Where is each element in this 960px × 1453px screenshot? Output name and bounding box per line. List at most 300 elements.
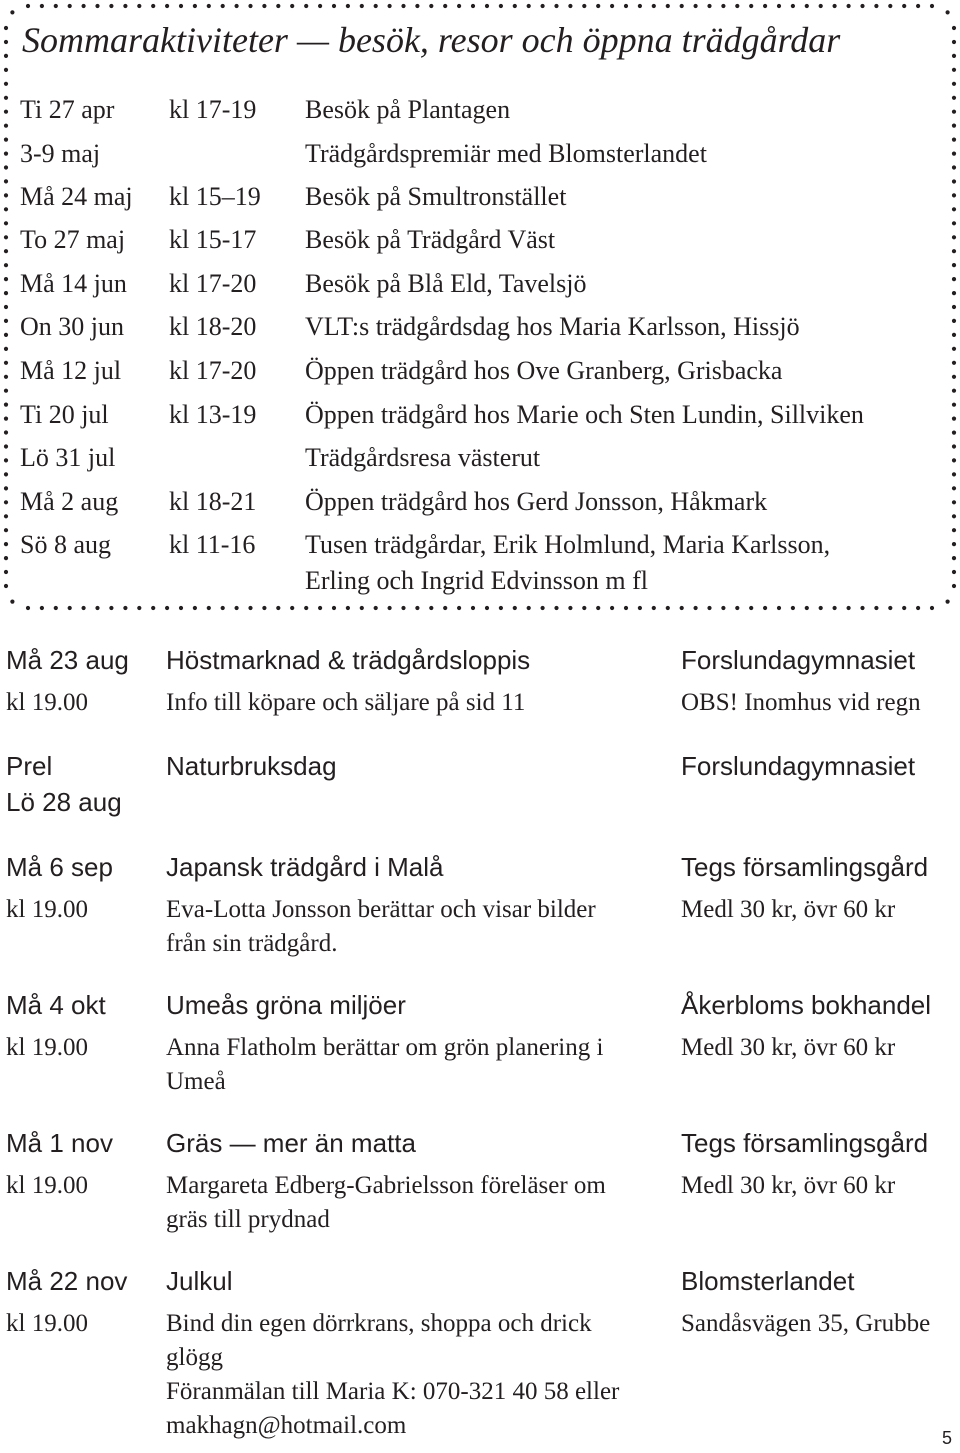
border-dot <box>304 606 308 610</box>
event-description-line: gräs till prydnad <box>166 1206 330 1233</box>
border-dot <box>179 4 183 8</box>
border-dot <box>805 606 809 610</box>
border-dot <box>151 4 155 8</box>
event-title: Naturbruksdag <box>166 751 337 781</box>
border-dot <box>777 606 781 610</box>
border-dot <box>554 606 558 610</box>
schedule-day: To 27 maj <box>20 225 126 254</box>
border-dot <box>471 606 475 610</box>
schedule-day: Må 24 maj <box>20 182 133 211</box>
border-dot <box>4 82 8 86</box>
border-dot <box>82 606 86 610</box>
event-date: Må 22 nov <box>6 1266 128 1296</box>
border-dot <box>952 235 956 239</box>
border-dot <box>4 500 8 504</box>
event-title: Gräs — mer än matta <box>166 1128 416 1158</box>
border-dot <box>952 417 956 421</box>
event-note: OBS! Inomhus vid regn <box>681 689 921 716</box>
event-time: kl 19.00 <box>6 1034 88 1061</box>
border-dot <box>429 4 433 8</box>
border-dot <box>290 606 294 610</box>
border-dot <box>860 4 864 8</box>
border-dot <box>4 305 8 309</box>
event-header <box>0 847 960 887</box>
border-dot <box>4 235 8 239</box>
border-dot <box>952 291 956 295</box>
border-dot <box>749 4 753 8</box>
border-dot <box>179 606 183 610</box>
border-dot <box>304 4 308 8</box>
border-dot <box>235 606 239 610</box>
border-dot <box>902 4 906 8</box>
border-dot <box>374 4 378 8</box>
box-title: Sommaraktiviteter — besök, resor och öppna trädgårdar <box>22 20 841 60</box>
border-dot <box>429 606 433 610</box>
page-number: 5 <box>941 1428 952 1448</box>
border-dot <box>415 4 419 8</box>
border-dot <box>952 305 956 309</box>
border-dot <box>401 606 405 610</box>
border-dot <box>527 4 531 8</box>
border-dot <box>360 606 364 610</box>
schedule-event: Tusen trädgårdar, Erik Holmlund, Maria Karlsson, <box>305 530 831 559</box>
schedule-time: kl 17-19 <box>169 95 257 124</box>
border-dot <box>819 606 823 610</box>
border-dot <box>109 606 113 610</box>
border-dot <box>952 138 956 142</box>
border-dot <box>721 606 725 610</box>
event-description-line: från sin trädgård. <box>166 930 338 957</box>
event-detail <box>0 686 960 726</box>
event-venue: Forslundagymnasiet <box>681 645 916 675</box>
border-dot <box>952 347 956 351</box>
event-header <box>0 746 960 786</box>
border-dot <box>471 4 475 8</box>
border-dot <box>10 600 14 604</box>
border-dot <box>4 514 8 518</box>
border-dot <box>610 4 614 8</box>
schedule-time: kl 15-17 <box>169 225 257 254</box>
event-description: Margareta Edberg-Gabrielsson föreläser om <box>166 1172 606 1199</box>
schedule-event: Trädgårdspremiär med Blomsterlandet <box>305 139 707 168</box>
border-dot <box>415 606 419 610</box>
border-dot <box>541 4 545 8</box>
border-dot <box>952 570 956 574</box>
border-dot <box>4 347 8 351</box>
event-description-line: makhagn@hotmail.com <box>166 1412 407 1439</box>
schedule-day: On 30 jun <box>20 312 124 341</box>
event-time: kl 19.00 <box>6 1172 88 1199</box>
schedule-time: kl 15–19 <box>169 182 261 211</box>
border-dot <box>952 263 956 267</box>
border-dot <box>777 4 781 8</box>
event-date-line2: Lö 28 aug <box>6 787 122 817</box>
border-dot <box>694 606 698 610</box>
border-dot <box>952 40 956 44</box>
event-detail-continued <box>0 1409 960 1449</box>
border-dot <box>952 110 956 114</box>
border-dot <box>952 403 956 407</box>
border-dot <box>952 319 956 323</box>
event-date: Prel <box>6 751 53 781</box>
schedule-event: Öppen trädgård hos Ove Granberg, Grisbacka <box>305 356 783 385</box>
event-time: kl 19.00 <box>6 689 88 716</box>
event-venue: Tegs församlingsgård <box>681 852 929 882</box>
border-dot <box>952 96 956 100</box>
border-dot <box>930 4 934 8</box>
border-dot <box>847 4 851 8</box>
border-dot <box>916 606 920 610</box>
border-dot <box>165 4 169 8</box>
border-dot <box>582 606 586 610</box>
border-dot <box>952 584 956 588</box>
border-dot <box>952 472 956 476</box>
border-dot <box>952 249 956 253</box>
border-dot <box>666 606 670 610</box>
border-dot <box>4 26 8 30</box>
border-dot <box>26 4 30 8</box>
border-dot <box>952 556 956 560</box>
border-dot <box>952 486 956 490</box>
border-dot <box>596 606 600 610</box>
border-dot <box>888 4 892 8</box>
border-dot <box>290 4 294 8</box>
border-dot <box>207 606 211 610</box>
border-dot <box>582 4 586 8</box>
border-dot <box>874 606 878 610</box>
border-dot <box>638 4 642 8</box>
border-dot <box>499 4 503 8</box>
border-dot <box>443 606 447 610</box>
schedule-day: 3-9 maj <box>20 139 101 168</box>
border-dot <box>165 606 169 610</box>
event-description: Bind din egen dörrkrans, shoppa och drick <box>166 1310 592 1337</box>
border-dot <box>847 606 851 610</box>
border-dot <box>276 606 280 610</box>
border-dot <box>4 291 8 295</box>
schedule-day: Ti 27 apr <box>20 95 115 124</box>
border-dot <box>791 606 795 610</box>
border-dot <box>137 606 141 610</box>
border-dot <box>4 486 8 490</box>
event-title: Japansk trädgård i Malå <box>166 852 444 882</box>
schedule-event: Besök på Smultronstället <box>305 182 567 211</box>
border-dot <box>902 606 906 610</box>
border-dot <box>624 606 628 610</box>
border-dot <box>221 4 225 8</box>
border-dot <box>262 606 266 610</box>
border-dot <box>4 110 8 114</box>
border-dot <box>109 4 113 8</box>
schedule-day: Må 12 jul <box>20 356 122 385</box>
border-dot <box>4 138 8 142</box>
border-dot <box>624 4 628 8</box>
border-dot <box>952 54 956 58</box>
border-dot <box>235 4 239 8</box>
schedule-event-line2: Erling och Ingrid Edvinsson m fl <box>305 566 649 595</box>
border-dot <box>332 606 336 610</box>
border-dot <box>763 606 767 610</box>
event-note: Medl 30 kr, övr 60 kr <box>681 1172 896 1199</box>
border-dot <box>952 431 956 435</box>
border-dot <box>952 193 956 197</box>
border-dot <box>207 4 211 8</box>
border-dot <box>952 389 956 393</box>
border-dot <box>4 584 8 588</box>
border-dot <box>4 361 8 365</box>
event-note: Sandåsvägen 35, Grubbe <box>681 1310 931 1337</box>
border-dot <box>4 417 8 421</box>
event-time: kl 19.00 <box>6 1310 88 1337</box>
border-dot <box>952 152 956 156</box>
event-date: Må 23 aug <box>6 645 129 675</box>
border-dot <box>4 528 8 532</box>
border-dot <box>952 542 956 546</box>
border-dot <box>276 4 280 8</box>
border-dot <box>946 10 950 14</box>
border-dot <box>952 277 956 281</box>
border-dot <box>360 4 364 8</box>
border-dot <box>874 4 878 8</box>
border-dot <box>735 606 739 610</box>
border-dot <box>749 606 753 610</box>
event-venue: Tegs församlingsgård <box>681 1128 929 1158</box>
event-date: Må 1 nov <box>6 1128 113 1158</box>
border-dot <box>4 54 8 58</box>
schedule-time: kl 18-21 <box>169 487 257 516</box>
border-dot <box>952 82 956 86</box>
schedule-event: VLT:s trädgårdsdag hos Maria Karlsson, Hissjö <box>305 312 800 341</box>
border-dot <box>332 4 336 8</box>
border-dot <box>721 4 725 8</box>
schedule-time: kl 11-16 <box>169 530 256 559</box>
border-dot <box>4 277 8 281</box>
border-dot <box>4 96 8 100</box>
border-dot <box>707 606 711 610</box>
border-dot <box>554 4 558 8</box>
border-dot <box>952 333 956 337</box>
border-dot <box>952 179 956 183</box>
event-venue: Forslundagymnasiet <box>681 751 916 781</box>
event-header <box>0 1123 960 1163</box>
border-dot <box>541 606 545 610</box>
border-dot <box>4 179 8 183</box>
border-dot <box>193 4 197 8</box>
border-dot <box>805 4 809 8</box>
event-detail-continued <box>0 1203 960 1243</box>
border-dot <box>485 4 489 8</box>
border-dot <box>4 165 8 169</box>
border-dot <box>791 4 795 8</box>
border-dot <box>680 606 684 610</box>
border-dot <box>40 4 44 8</box>
border-dot <box>4 40 8 44</box>
event-title: Umeås gröna miljöer <box>166 990 406 1020</box>
schedule-day: Må 14 jun <box>20 269 127 298</box>
border-dot <box>513 4 517 8</box>
schedule-time: kl 17-20 <box>169 269 257 298</box>
border-dot <box>952 165 956 169</box>
border-dot <box>4 193 8 197</box>
border-dot <box>888 606 892 610</box>
border-dot <box>95 4 99 8</box>
border-dot <box>4 542 8 546</box>
border-dot <box>4 152 8 156</box>
event-detail-continued <box>0 927 960 967</box>
event-date: Må 6 sep <box>6 852 113 882</box>
border-dot <box>82 4 86 8</box>
border-dot <box>26 606 30 610</box>
schedule-event: Trädgårdsresa västerut <box>305 443 541 472</box>
border-dot <box>4 444 8 448</box>
border-dot <box>952 500 956 504</box>
border-dot <box>952 68 956 72</box>
border-dot <box>568 4 572 8</box>
border-dot <box>248 4 252 8</box>
schedule-day: Ti 20 jul <box>20 400 109 429</box>
border-dot <box>4 389 8 393</box>
border-dot <box>763 4 767 8</box>
schedule-event: Besök på Trädgård Väst <box>305 225 556 254</box>
border-dot <box>346 606 350 610</box>
event-description: Info till köpare och säljare på sid 11 <box>166 689 526 716</box>
event-note: Medl 30 kr, övr 60 kr <box>681 896 896 923</box>
border-dot <box>4 458 8 462</box>
schedule-event: Öppen trädgård hos Gerd Jonsson, Håkmark <box>305 487 768 516</box>
border-dot <box>4 430 8 434</box>
event-date-line2-row <box>0 782 960 822</box>
border-dot <box>4 319 8 323</box>
border-dot <box>694 4 698 8</box>
border-dot <box>4 263 8 267</box>
border-dot <box>193 606 197 610</box>
border-dot <box>4 249 8 253</box>
border-dot <box>930 606 934 610</box>
border-dot <box>54 606 58 610</box>
event-header <box>0 985 960 1025</box>
border-dot <box>952 375 956 379</box>
border-dot <box>833 606 837 610</box>
schedule-day: Sö 8 aug <box>20 530 111 559</box>
event-description: Eva-Lotta Jonsson berättar och visar bilder <box>166 896 596 923</box>
border-dot <box>638 606 642 610</box>
border-dot <box>10 10 14 14</box>
border-dot <box>596 4 600 8</box>
border-dot <box>952 514 956 518</box>
border-dot <box>68 606 72 610</box>
border-dot <box>527 606 531 610</box>
schedule-day: Må 2 aug <box>20 487 119 516</box>
border-dot <box>952 361 956 365</box>
border-dot <box>123 606 127 610</box>
border-dot <box>40 606 44 610</box>
border-dot <box>860 606 864 610</box>
schedule-event: Öppen trädgård hos Marie och Sten Lundin, Sillviken <box>305 400 864 429</box>
event-venue: Blomsterlandet <box>681 1266 855 1296</box>
border-dot <box>652 606 656 610</box>
border-dot <box>457 606 461 610</box>
border-dot <box>916 4 920 8</box>
event-description-line: Föranmälan till Maria K: 070-321 40 58 eller <box>166 1378 620 1405</box>
border-dot <box>952 207 956 211</box>
border-dot <box>4 124 8 128</box>
event-description: Anna Flatholm berättar om grön planering i <box>166 1034 604 1061</box>
border-dot <box>4 68 8 72</box>
border-dot <box>4 472 8 476</box>
border-dot <box>54 4 58 8</box>
border-dot <box>485 606 489 610</box>
border-dot <box>151 606 155 610</box>
border-dot <box>513 606 517 610</box>
border-dot <box>666 4 670 8</box>
border-dot <box>137 4 141 8</box>
border-dot <box>499 606 503 610</box>
border-dot <box>946 600 950 604</box>
border-dot <box>4 207 8 211</box>
border-dot <box>318 4 322 8</box>
event-description-line: Umeå <box>166 1068 226 1095</box>
event-date: Må 4 okt <box>6 990 106 1020</box>
event-description-line: glögg <box>166 1344 223 1371</box>
border-dot <box>952 444 956 448</box>
border-dot <box>4 333 8 337</box>
border-dot <box>952 124 956 128</box>
border-dot <box>735 4 739 8</box>
border-dot <box>248 606 252 610</box>
border-dot <box>4 403 8 407</box>
border-dot <box>680 4 684 8</box>
border-dot <box>443 4 447 8</box>
border-dot <box>374 606 378 610</box>
schedule-time: kl 18-20 <box>169 312 257 341</box>
border-dot <box>4 556 8 560</box>
border-dot <box>346 4 350 8</box>
event-venue: Åkerbloms bokhandel <box>681 990 932 1020</box>
border-dot <box>262 4 266 8</box>
border-dot <box>4 375 8 379</box>
border-dot <box>401 4 405 8</box>
border-dot <box>95 606 99 610</box>
event-header <box>0 640 960 680</box>
border-dot <box>652 4 656 8</box>
border-dot <box>123 4 127 8</box>
border-dot <box>68 4 72 8</box>
schedule-event: Besök på Plantagen <box>305 95 511 124</box>
event-title: Julkul <box>166 1266 233 1296</box>
event-time: kl 19.00 <box>6 896 88 923</box>
border-dot <box>610 606 614 610</box>
schedule-time: kl 17-20 <box>169 356 257 385</box>
event-header <box>0 1261 960 1301</box>
border-dot <box>952 26 956 30</box>
event-detail-continued <box>0 1065 960 1105</box>
event-note: Medl 30 kr, övr 60 kr <box>681 1034 896 1061</box>
border-dot <box>457 4 461 8</box>
schedule-day: Lö 31 jul <box>20 443 116 472</box>
border-dot <box>952 528 956 532</box>
border-dot <box>819 4 823 8</box>
schedule-time: kl 13-19 <box>169 400 257 429</box>
border-dot <box>707 4 711 8</box>
event-title: Höstmarknad & trädgårdsloppis <box>166 645 531 675</box>
border-dot <box>952 221 956 225</box>
schedule-event: Besök på Blå Eld, Tavelsjö <box>305 269 587 298</box>
border-dot <box>833 4 837 8</box>
border-dot <box>4 221 8 225</box>
border-dot <box>4 570 8 574</box>
border-dot <box>388 606 392 610</box>
border-dot <box>221 606 225 610</box>
